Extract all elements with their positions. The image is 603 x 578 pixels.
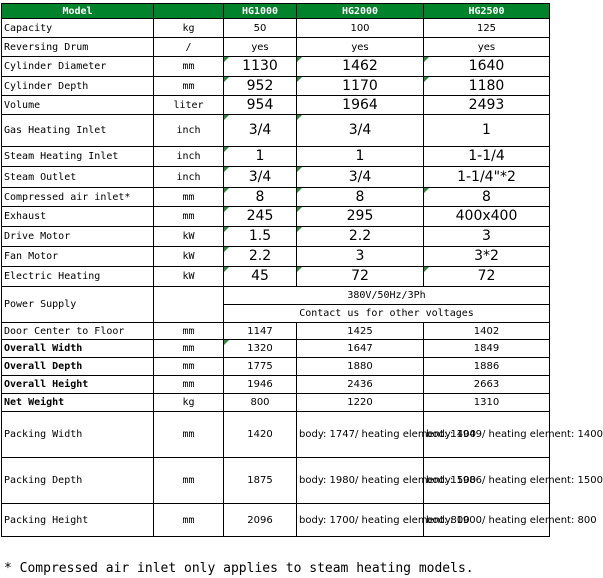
- cell-hg2000: [297, 77, 424, 96]
- cell-hg2500: 1310: [424, 394, 550, 412]
- cell-hg1000: 1946: [224, 376, 297, 394]
- table-row: [2, 147, 550, 167]
- cell-value: 1462: [342, 58, 378, 74]
- power-supply-value: 380V/50Hz/3Ph: [224, 287, 550, 305]
- cell-hg1000: yes: [224, 38, 297, 57]
- row-label: Fan Motor: [2, 247, 154, 267]
- cell-hg2000: 3: [297, 247, 424, 267]
- row-unit: kg: [154, 19, 224, 38]
- footnote: * Compressed air inlet only applies to steam heating models.: [4, 561, 474, 576]
- cell-marker: [224, 167, 229, 172]
- row-label: Net Weight: [2, 394, 154, 412]
- table-row: [2, 38, 550, 57]
- cell-hg2500: 1402: [424, 323, 550, 340]
- cell-hg2000: [297, 167, 424, 188]
- cell-hg2000: body: 1700/ heating element: 800: [297, 504, 424, 537]
- cell-hg2500: [424, 267, 550, 287]
- cell-hg2500: yes: [424, 38, 550, 57]
- cell-hg2500: 1886: [424, 358, 550, 376]
- cell-hg1000: [224, 267, 297, 287]
- cell-value: 3/4: [248, 122, 272, 138]
- cell-marker: [424, 188, 429, 193]
- cell-hg2500: body: 1900/ heating element: 800: [424, 504, 550, 537]
- row-label: Power Supply: [2, 287, 154, 323]
- table-row: [2, 96, 550, 115]
- row-unit: mm: [154, 376, 224, 394]
- row-label: Cylinder Diameter: [2, 57, 154, 77]
- cell-marker: [297, 57, 302, 62]
- row-unit: inch: [154, 167, 224, 188]
- table-row: [2, 247, 550, 267]
- cell-hg1000: [224, 207, 297, 227]
- table-row: [2, 57, 550, 77]
- cell-hg2000: body: 1980/ heating element: 1500: [297, 458, 424, 504]
- cell-hg2000: 2436: [297, 376, 424, 394]
- table-row: [2, 19, 550, 38]
- cell-value: 1170: [342, 77, 378, 94]
- cell-hg1000: 1147: [224, 323, 297, 340]
- row-label: Packing Height: [2, 504, 154, 537]
- row-label: Door Center to Floor: [2, 323, 154, 340]
- cell-hg1000: 954: [224, 96, 297, 115]
- table-row: [2, 376, 550, 394]
- cell-hg1000: [224, 115, 297, 147]
- cell-value: 8: [255, 188, 265, 205]
- cell-value: 8: [482, 188, 491, 205]
- cell-value: 952: [246, 77, 274, 94]
- table-row: [2, 458, 550, 504]
- table-row: [2, 287, 550, 305]
- table-row: [2, 412, 550, 458]
- cell-hg2000: 1880: [297, 358, 424, 376]
- cell-marker: [424, 267, 429, 272]
- cell-marker: [224, 57, 229, 62]
- cell-hg1000: [224, 57, 297, 77]
- cell-hg2500: 2663: [424, 376, 550, 394]
- cell-marker: [424, 77, 429, 82]
- cell-value: 2.2: [248, 248, 272, 264]
- row-unit: liter: [154, 96, 224, 115]
- cell-marker: [297, 267, 302, 272]
- spec-table: [1, 3, 603, 537]
- cell-value: 1320: [247, 343, 273, 354]
- cell-hg2500: body: 1986/ heating element: 1500: [424, 458, 550, 504]
- cell-hg2500: 125: [424, 19, 550, 38]
- cell-hg2500: 1-1/4"*2: [424, 167, 550, 188]
- cell-hg2500: body: 1949/ heating element: 1400: [424, 412, 550, 458]
- table-row: [2, 227, 550, 247]
- header-unit: [154, 4, 224, 19]
- row-unit: kW: [154, 267, 224, 287]
- cell-value: 72: [351, 268, 369, 284]
- cell-hg2000: yes: [297, 38, 424, 57]
- table-row: [2, 394, 550, 412]
- row-unit: mm: [154, 458, 224, 504]
- cell-hg2500: 1: [424, 115, 550, 147]
- cell-hg2500: [424, 77, 550, 96]
- cell-marker: [224, 267, 229, 272]
- cell-value: 1130: [242, 58, 278, 74]
- header-hg2000: HG2000: [297, 4, 424, 19]
- cell-hg1000: 1420: [224, 412, 297, 458]
- cell-marker: [224, 207, 229, 212]
- table-row: [2, 77, 550, 96]
- row-unit: mm: [154, 57, 224, 77]
- cell-value: 45: [251, 268, 269, 284]
- cell-hg2500: 3: [424, 227, 550, 247]
- row-unit: mm: [154, 207, 224, 227]
- cell-value: 1.5: [248, 228, 272, 244]
- row-label: Overall Height: [2, 376, 154, 394]
- cell-hg1000: 1775: [224, 358, 297, 376]
- cell-hg1000: [224, 340, 297, 358]
- cell-value: 72: [477, 268, 496, 284]
- cell-hg1000: 50: [224, 19, 297, 38]
- row-unit: inch: [154, 147, 224, 167]
- cell-value: 8: [355, 188, 365, 205]
- table-row: [2, 340, 550, 358]
- table-row: [2, 167, 550, 188]
- row-label: Drive Motor: [2, 227, 154, 247]
- cell-hg2000: [297, 188, 424, 207]
- row-label: Overall Width: [2, 340, 154, 358]
- cell-hg2500: 3*2: [424, 247, 550, 267]
- cell-hg1000: 800: [224, 394, 297, 412]
- cell-hg2000: [297, 57, 424, 77]
- cell-value: 295: [346, 208, 374, 224]
- row-label: Gas Heating Inlet: [2, 115, 154, 147]
- cell-hg2500: [424, 188, 550, 207]
- row-label: Electric Heating: [2, 267, 154, 287]
- cell-hg2000: [297, 207, 424, 227]
- cell-marker: [224, 115, 229, 120]
- table-row: [2, 188, 550, 207]
- cell-hg2500: [424, 57, 550, 77]
- cell-hg2000: 1220: [297, 394, 424, 412]
- cell-hg1000: [224, 227, 297, 247]
- row-unit: mm: [154, 77, 224, 96]
- cell-value: 245: [246, 208, 274, 224]
- cell-marker: [297, 227, 302, 232]
- cell-value: 3/4: [248, 168, 272, 185]
- row-label: Overall Depth: [2, 358, 154, 376]
- cell-value: 2.2: [348, 228, 372, 244]
- row-unit: mm: [154, 504, 224, 537]
- cell-marker: [297, 207, 302, 212]
- table-row: [2, 323, 550, 340]
- cell-marker: [297, 188, 302, 193]
- cell-hg1000: 1875: [224, 458, 297, 504]
- row-label: Steam Heating Inlet: [2, 147, 154, 167]
- cell-hg2500: 1-1/4: [424, 147, 550, 167]
- row-unit: [154, 287, 224, 323]
- row-unit: mm: [154, 412, 224, 458]
- cell-hg1000: [224, 188, 297, 207]
- row-label: Reversing Drum: [2, 38, 154, 57]
- row-label: Steam Outlet: [2, 167, 154, 188]
- cell-hg2000: 1: [297, 147, 424, 167]
- power-supply-note: Contact us for other voltages: [224, 305, 550, 323]
- table-row: [2, 267, 550, 287]
- cell-hg2000: 1964: [297, 96, 424, 115]
- header-hg1000: HG1000: [224, 4, 297, 19]
- table-row: [2, 115, 550, 147]
- row-unit: mm: [154, 358, 224, 376]
- row-unit: mm: [154, 188, 224, 207]
- table-row: [2, 207, 550, 227]
- row-unit: mm: [154, 323, 224, 340]
- cell-hg2000: [297, 227, 424, 247]
- row-unit: kg: [154, 394, 224, 412]
- cell-hg1000: [224, 247, 297, 267]
- cell-marker: [224, 147, 229, 152]
- cell-marker: [224, 77, 229, 82]
- cell-marker: [224, 188, 229, 193]
- row-label: Packing Width: [2, 412, 154, 458]
- cell-hg2000: 1425: [297, 323, 424, 340]
- cell-marker: [224, 227, 229, 232]
- cell-hg2000: body: 1747/ heating element: 1400: [297, 412, 424, 458]
- cell-marker: [424, 57, 429, 62]
- cell-marker: [297, 167, 302, 172]
- table-row: [2, 504, 550, 537]
- cell-value: 3/4: [348, 168, 372, 185]
- cell-value: 1: [255, 148, 265, 164]
- row-label: Volume: [2, 96, 154, 115]
- cell-marker: [224, 247, 229, 252]
- header-row: [2, 4, 550, 19]
- row-unit: mm: [154, 340, 224, 358]
- row-unit: inch: [154, 115, 224, 147]
- header-model: Model: [2, 4, 154, 19]
- cell-hg1000: [224, 147, 297, 167]
- row-unit: kW: [154, 227, 224, 247]
- row-label: Compressed air inlet*: [2, 188, 154, 207]
- cell-value: 3/4: [348, 122, 372, 138]
- row-label: Capacity: [2, 19, 154, 38]
- cell-hg1000: 2096: [224, 504, 297, 537]
- cell-hg2500: 400x400: [424, 207, 550, 227]
- cell-hg1000: [224, 77, 297, 96]
- header-hg2500: HG2500: [424, 4, 550, 19]
- row-label: Cylinder Depth: [2, 77, 154, 96]
- row-label: Exhaust: [2, 207, 154, 227]
- cell-hg2500: 2493: [424, 96, 550, 115]
- cell-hg2000: 1647: [297, 340, 424, 358]
- cell-hg2000: [297, 115, 424, 147]
- cell-value: 1180: [468, 77, 505, 94]
- row-unit: kW: [154, 247, 224, 267]
- cell-hg2000: 100: [297, 19, 424, 38]
- cell-marker: [297, 77, 302, 82]
- row-label: Packing Depth: [2, 458, 154, 504]
- cell-marker: [224, 340, 229, 345]
- cell-value: 1640: [468, 58, 505, 74]
- row-unit: /: [154, 38, 224, 57]
- cell-hg2500: 1849: [424, 340, 550, 358]
- cell-hg1000: [224, 167, 297, 188]
- cell-marker: [297, 115, 302, 120]
- cell-hg2000: [297, 267, 424, 287]
- table-row: [2, 358, 550, 376]
